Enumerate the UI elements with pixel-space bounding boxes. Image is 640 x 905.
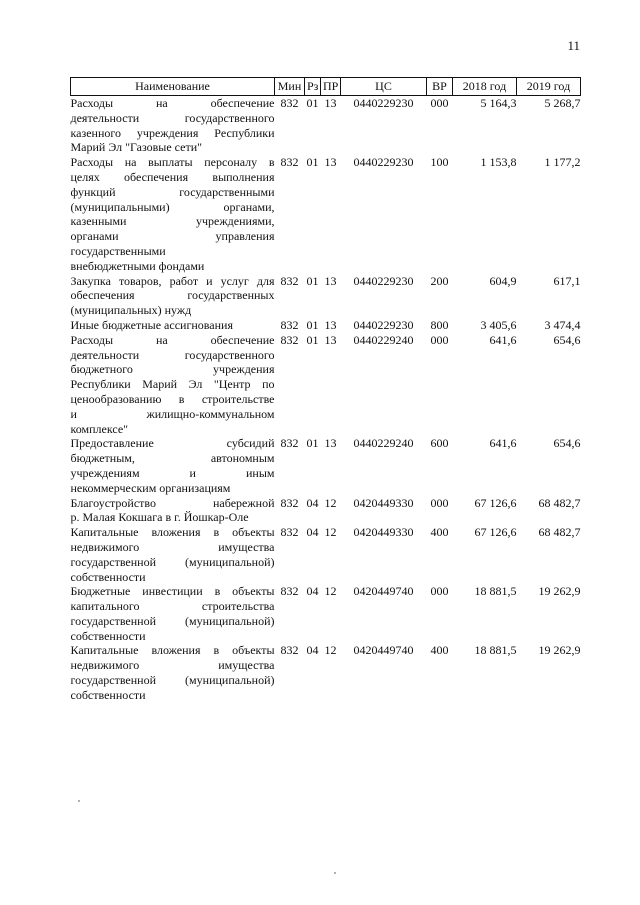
name-line: внебюджетными фондами [70, 258, 205, 273]
cell-min: 832 [280, 584, 299, 599]
name-line: Республики Марий Эл "Центр по [70, 377, 275, 392]
cell-name [71, 584, 275, 643]
cell-2018: 18 881,5 [474, 643, 517, 658]
cell-cs: 0440229240 [353, 332, 414, 347]
name-line: государственными [70, 243, 166, 258]
name-line: учреждениям и иным [70, 465, 275, 480]
cell-name [71, 496, 275, 526]
name-line: ценообразованию в строительстве [70, 391, 275, 406]
cell-rz: 01 [306, 155, 319, 170]
cell-rz: 01 [306, 317, 319, 332]
table-row [71, 333, 581, 437]
cell-cs: 0420449740 [353, 584, 414, 599]
cell-min: 832 [280, 155, 299, 170]
cell-pr: 13 [324, 436, 337, 451]
table-row [71, 643, 581, 702]
cell-vr: 100 [430, 155, 449, 170]
cell-2018: 3 405,6 [480, 317, 517, 332]
cell-rz: 04 [306, 495, 319, 510]
cell-2018: 5 164,3 [480, 96, 517, 110]
name-line: собственности [70, 628, 146, 643]
name-line: целях обеспечения выполнения [70, 169, 275, 184]
cell-pr: 12 [324, 643, 337, 658]
cell-pr: 13 [324, 317, 337, 332]
name-line: собственности [70, 569, 146, 584]
name-line: деятельности государственного [70, 347, 275, 362]
cell-rz: 04 [306, 525, 319, 540]
cell-vr: 400 [430, 643, 449, 658]
name-line: собственности [70, 687, 146, 702]
cell-vr: 000 [430, 332, 449, 347]
header-rz: Рз [305, 78, 321, 96]
table-row [71, 274, 581, 318]
cell-min: 832 [280, 96, 299, 110]
cell-rz: 01 [306, 96, 319, 110]
name-line: капитального строительства [70, 599, 275, 614]
cell-2019: 68 482,7 [538, 495, 581, 510]
name-line: органами управления [70, 229, 275, 244]
name-line: Капитальные вложения в объекты [70, 643, 275, 658]
cell-rz: 01 [306, 436, 319, 451]
cell-vr: 000 [430, 96, 449, 110]
cell-2018: 1 153,8 [480, 155, 517, 170]
cell-2019: 617,1 [553, 273, 581, 288]
scan-speck [334, 872, 336, 874]
cell-2019: 1 177,2 [544, 155, 581, 170]
name-line: Капитальные вложения в объекты [70, 525, 275, 540]
cell-pr: 13 [324, 273, 337, 288]
table-row [71, 436, 581, 495]
cell-2019: 5 268,7 [544, 96, 581, 110]
name-line: Марий Эл "Газовые сети" [70, 140, 203, 155]
cell-cs: 0440229230 [353, 273, 414, 288]
name-line: Иные бюджетные ассигнования [70, 317, 233, 332]
table-row [71, 155, 581, 273]
cell-name [71, 274, 275, 318]
cell-2019: 19 262,9 [538, 643, 581, 658]
name-line: Расходы на выплаты персоналу в [70, 155, 275, 170]
cell-cs: 0420449740 [353, 643, 414, 658]
name-line: государственной (муниципальной) [70, 554, 275, 569]
cell-2019: 654,6 [553, 332, 581, 347]
header-2018: 2018 год [453, 78, 517, 96]
cell-vr: 600 [430, 436, 449, 451]
cell-min: 832 [280, 525, 299, 540]
name-line: бюджетным, автономным [70, 451, 275, 466]
cell-name [71, 155, 275, 273]
name-line: Бюджетные инвестиции в объекты [70, 584, 275, 599]
cell-2019: 68 482,7 [538, 525, 581, 540]
page-number: 11 [567, 38, 580, 53]
name-line: Расходы на обеспечение [70, 332, 275, 347]
name-line: бюджетного учреждения [70, 362, 275, 377]
cell-min: 832 [280, 332, 299, 347]
name-line: деятельности государственного [70, 110, 275, 125]
cell-2018: 641,6 [489, 332, 517, 347]
header-cs: ЦС [341, 78, 427, 96]
cell-cs: 0440229230 [353, 96, 414, 110]
header-min: Мин [275, 78, 305, 96]
cell-vr: 000 [430, 584, 449, 599]
name-line: казенного учреждения Республики [70, 125, 275, 140]
cell-vr: 000 [430, 495, 449, 510]
cell-rz: 01 [306, 273, 319, 288]
cell-name [71, 96, 275, 156]
name-line: некоммерческим организациям [70, 480, 231, 495]
name-line: (муниципальными) органами, [70, 199, 275, 214]
name-line: Расходы на обеспечение [70, 96, 275, 110]
cell-rz: 04 [306, 584, 319, 599]
cell-name [71, 525, 275, 584]
name-line: комплексе" [70, 421, 129, 436]
table-header [71, 78, 581, 96]
cell-rz: 04 [306, 643, 319, 658]
cell-cs: 0420449330 [353, 495, 414, 510]
cell-pr: 13 [324, 155, 337, 170]
table-row [71, 584, 581, 643]
cell-pr: 12 [324, 584, 337, 599]
cell-min: 832 [280, 436, 299, 451]
name-line: обеспечения государственных [70, 288, 275, 303]
table-body [71, 96, 581, 703]
cell-min: 832 [280, 273, 299, 288]
cell-vr: 800 [430, 317, 449, 332]
cell-vr: 400 [430, 525, 449, 540]
cell-min: 832 [280, 317, 299, 332]
header-name: Наименование [71, 78, 275, 96]
name-line: казенными учреждениями, [70, 214, 275, 229]
cell-cs: 0420449330 [353, 525, 414, 540]
name-line: и жилищно-коммунальном [70, 406, 275, 421]
cell-cs: 0440229230 [353, 317, 414, 332]
cell-2019: 654,6 [553, 436, 581, 451]
header-vr: ВР [427, 78, 453, 96]
cell-name [71, 643, 275, 702]
name-line: недвижимого имущества [70, 539, 275, 554]
cell-name [71, 318, 275, 333]
name-line: недвижимого имущества [70, 658, 275, 673]
budget-table [70, 77, 581, 703]
cell-pr: 13 [324, 96, 337, 110]
cell-vr: 200 [430, 273, 449, 288]
cell-2018: 67 126,6 [474, 525, 517, 540]
name-line: Благоустройство набережной [70, 495, 275, 510]
cell-name [71, 436, 275, 495]
header-pr: ПР [321, 78, 341, 96]
cell-cs: 0440229230 [353, 155, 414, 170]
name-line: Предоставление субсидий [70, 436, 275, 451]
table-row [71, 496, 581, 526]
header-2019: 2019 год [517, 78, 581, 96]
cell-pr: 12 [324, 495, 337, 510]
cell-pr: 12 [324, 525, 337, 540]
table-row [71, 318, 581, 333]
name-line: государственной (муниципальной) [70, 673, 275, 688]
cell-pr: 13 [324, 332, 337, 347]
table-row [71, 96, 581, 156]
cell-rz: 01 [306, 332, 319, 347]
cell-2018: 18 881,5 [474, 584, 517, 599]
cell-cs: 0440229240 [353, 436, 414, 451]
cell-2018: 604,9 [489, 273, 517, 288]
cell-2019: 3 474,4 [544, 317, 581, 332]
cell-name [71, 333, 275, 437]
cell-2018: 641,6 [489, 436, 517, 451]
name-line: функций государственными [70, 184, 275, 199]
name-line: Закупка товаров, работ и услуг для [70, 273, 275, 288]
cell-2018: 67 126,6 [474, 495, 517, 510]
scan-speck [78, 800, 80, 802]
name-line: (муниципальных) нужд [70, 303, 192, 318]
cell-min: 832 [280, 495, 299, 510]
cell-min: 832 [280, 643, 299, 658]
name-line: государственной (муниципальной) [70, 613, 275, 628]
table-row [71, 525, 581, 584]
cell-2019: 19 262,9 [538, 584, 581, 599]
name-line: р. Малая Кокшага в г. Йошкар-Оле [70, 510, 249, 525]
